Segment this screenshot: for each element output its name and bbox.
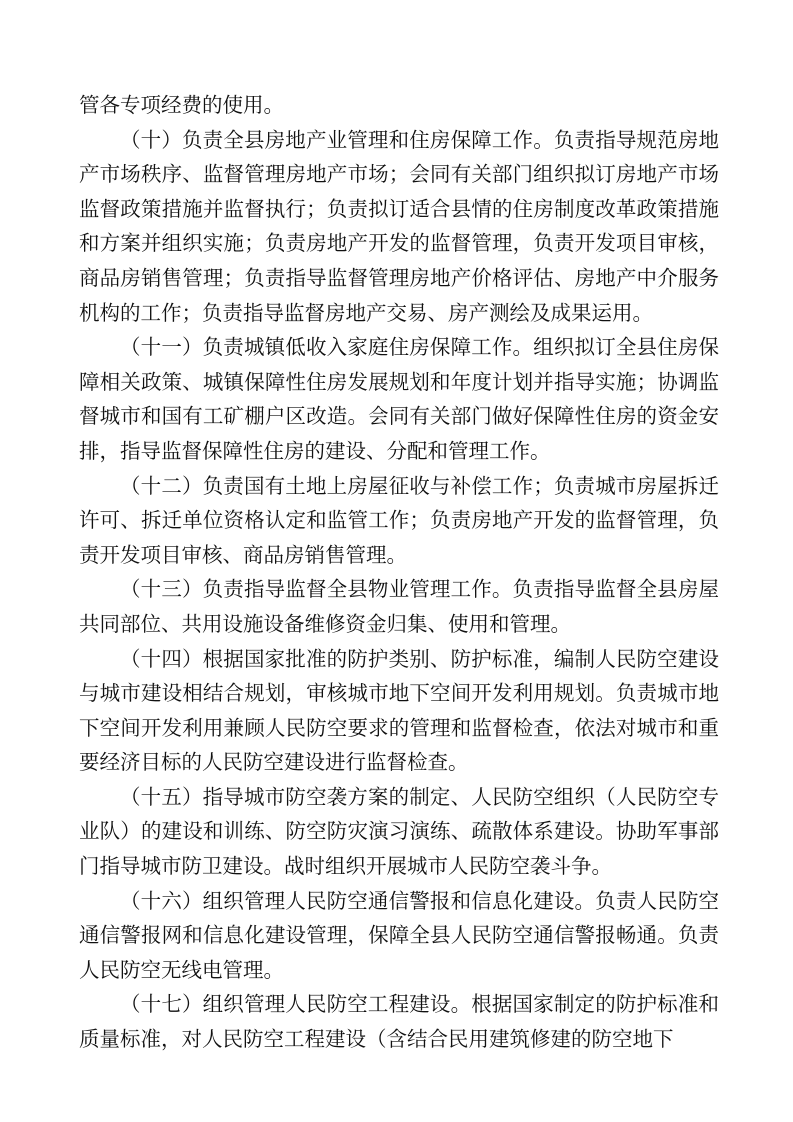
text-line: 地产市场秩序、监督管理房地产市场；会同有关部门组织拟订房地产	[79, 127, 719, 187]
text-line: 保障相关政策、城镇保障性住房发展规划和年度计划并指导实施；协	[79, 335, 719, 394]
paragraph	[79, 123, 719, 331]
text-line: 运用。	[591, 300, 653, 325]
text-line: （十二）负责国有土地上房屋征收与补偿工作；负责城市房屋拆	[120, 473, 699, 498]
text-line: （十三）负责指导监督全县物业管理工作。负责指导监督全县房	[120, 577, 699, 602]
text-line: 负责人民防空无线电管理。	[79, 923, 720, 982]
text-line: 目审核，商品房销售管理；负责指导监督管理房地产价格评估、房地	[79, 231, 720, 290]
paragraph	[79, 780, 719, 884]
text-line: 事部门指导城市防卫建设。战时组织开展城市人民防空袭斗争。	[79, 819, 720, 879]
paragraph	[79, 572, 719, 641]
text-line: （十四）根据国家批准的防护类别、防护标准，编制人民防空建	[120, 646, 699, 671]
text-line: 产中介服务机构的工作；负责指导监督房地产交易、房产测绘及成果	[79, 265, 720, 325]
text-line: 资金安排，指导监督保障性住房的建设、分配和管理工作。	[79, 404, 720, 463]
text-line: 设与城市建设相结合规划，审核城市地下空间开发利用规划。负责城	[79, 646, 719, 706]
paragraph	[79, 330, 719, 468]
paragraph	[79, 469, 719, 573]
text-line: （十七）组织管理人民防空工程建设。根据国家制定的防护标准	[120, 992, 699, 1017]
text-line: （十六）组织管理人民防空通信警报和信息化建设。负责人民防	[120, 888, 699, 913]
text-line: 和质量标准，对人民防空工程建设（含结合民用建筑修建的防空地下	[79, 992, 719, 1052]
paragraph	[79, 642, 719, 780]
text-line: 管各专项经费的使用。	[79, 93, 284, 117]
text-line: 空通信警报网和信息化建设管理，保障全县人民防空通信警报畅通。	[79, 888, 719, 948]
text-line: 屋共同部位、共用设施设备维修资金归集、使用和管理。	[79, 577, 719, 636]
paragraph	[79, 987, 719, 1056]
paragraph	[79, 88, 719, 123]
text-line: 迁许可、拆迁单位资格认定和监管工作；负责房地产开发的监督管	[79, 473, 719, 533]
text-line: （十）负责全县房地产业管理和住房保障工作。负责指导规范房	[120, 127, 699, 152]
text-line: 市场监督政策措施并监督执行；负责拟订适合县情的住房制度改革政	[79, 162, 720, 221]
paragraph	[79, 884, 719, 988]
document-page	[79, 88, 719, 1057]
text-line: 策措施和方案并组织实施；负责房地产开发的监督管理，负责开发项	[79, 196, 720, 256]
text-line: 理，负责开发项目审核、商品房销售管理。	[79, 508, 720, 567]
text-line: 专业队）的建设和训练、防空防灾演习演练、疏散体系建设。协助军	[79, 784, 719, 844]
text-line: （十五）指导城市防空袭方案的制定、人民防空组织（人民防空	[120, 784, 699, 809]
text-line: （十一）负责城镇低收入家庭住房保障工作。组织拟订全县住房	[120, 335, 699, 360]
text-line: 调监督城市和国有工矿棚户区改造。会同有关部门做好保障性住房的	[79, 369, 720, 429]
text-line: 市地下空间开发利用兼顾人民防空要求的管理和监督检查，依法对城	[79, 681, 720, 740]
text-line: 市和重要经济目标的人民防空建设进行监督检查。	[79, 715, 720, 775]
